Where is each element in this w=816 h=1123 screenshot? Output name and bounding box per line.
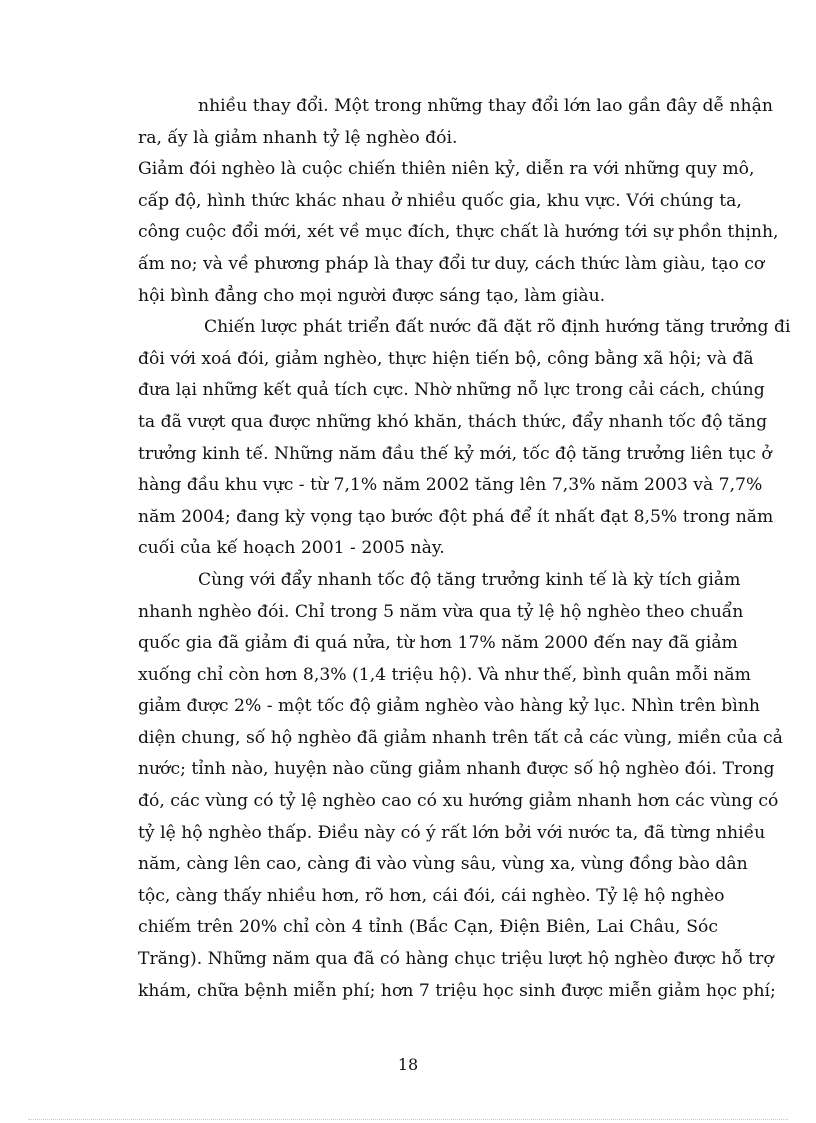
text-line: xuống chỉ còn hơn 8,3% (1,4 triệu hộ). Và như thế, bình quân mỗi năm xyxy=(138,664,751,685)
text-line: ra, ấy là giảm nhanh tỷ lệ nghèo đói. xyxy=(138,127,458,148)
text-line: đưa lại những kết quả tích cực. Nhờ những nỗ lực trong cải cách, chúng xyxy=(138,380,765,401)
text-line: tộc, càng thấy nhiều hơn, rõ hơn, cái đói, cái nghèo. Tỷ lệ hộ nghèo xyxy=(138,885,725,906)
text-line: khám, chữa bệnh miễn phí; hơn 7 triệu học sinh được miễn giảm học phí; xyxy=(138,980,776,1001)
page-number: 18 xyxy=(397,1055,419,1074)
text-line: đó, các vùng có tỷ lệ nghèo cao có xu hướng giảm nhanh hơn các vùng có xyxy=(138,791,779,812)
text-line: năm, càng lên cao, càng đi vào vùng sâu, vùng xa, vùng đồng bào dân xyxy=(138,854,748,875)
text-line: hội bình đẳng cho mọi người được sáng tạo, làm giàu. xyxy=(138,285,606,306)
text-line: Chiến lược phát triển đất nước đã đặt rõ định hướng tăng trưởng đi xyxy=(204,317,791,338)
text-line: nước; tỉnh nào, huyện nào cũng giảm nhanh được số hộ nghèo đói. Trong xyxy=(138,759,775,780)
text-line: nhiều thay đổi. Một trong những thay đổi lớn lao gần đây dễ nhận xyxy=(198,96,773,116)
text-line: diện chung, số hộ nghèo đã giảm nhanh trên tất cả các vùng, miền của cả xyxy=(138,727,783,748)
text-line: nhanh nghèo đói. Chỉ trong 5 năm vừa qua tỷ lệ hộ nghèo theo chuẩn xyxy=(138,601,744,622)
text-line: ta đã vượt qua được những khó khăn, thách thức, đẩy nhanh tốc độ tăng xyxy=(138,411,768,432)
text-line: giảm được 2% - một tốc độ giảm nghèo vào hàng kỷ lục. Nhìn trên bình xyxy=(138,696,760,717)
text-line: công cuộc đổi mới, xét về mục đích, thực chất là hướng tới sự phồn thịnh, xyxy=(138,222,779,243)
text-line: cuối của kế hoạch 2001 - 2005 này. xyxy=(138,538,445,559)
text-line: quốc gia đã giảm đi quá nửa, từ hơn 17% năm 2000 đến nay đã giảm xyxy=(138,633,738,654)
body-text xyxy=(138,91,791,1007)
text-line: chiếm trên 20% chỉ còn 4 tỉnh (Bắc Cạn, Điện Biên, Lai Châu, Sóc xyxy=(138,917,718,938)
text-line: trưởng kinh tế. Những năm đầu thế kỷ mới, tốc độ tăng trưởng liên tục ở xyxy=(138,443,772,464)
text-line: hàng đầu khu vực - từ 7,1% năm 2002 tăng lên 7,3% năm 2003 và 7,7% xyxy=(138,475,763,496)
text-line: Trăng). Những năm qua đã có hàng chục triệu lượt hộ nghèo được hỗ trợ xyxy=(138,949,774,970)
page-edge-divider xyxy=(28,1119,788,1120)
text-line: năm 2004; đang kỳ vọng tạo bước đột phá để ít nhất đạt 8,5% trong năm xyxy=(138,506,774,527)
text-line: Cùng với đẩy nhanh tốc độ tăng trưởng kinh tế là kỳ tích giảm xyxy=(198,569,741,590)
text-line: đôi với xoá đói, giảm nghèo, thực hiện tiến bộ, công bằng xã hội; và đã xyxy=(138,348,754,369)
text-line: Giảm đói nghèo là cuộc chiến thiên niên kỷ, diễn ra với những quy mô, xyxy=(138,159,755,180)
text-line: tỷ lệ hộ nghèo thấp. Điều này có ý rất lớn bởi với nước ta, đã từng nhiều xyxy=(138,822,766,843)
text-line: cấp độ, hình thức khác nhau ở nhiều quốc gia, khu vực. Với chúng ta, xyxy=(138,190,742,211)
text-line: ấm no; và về phương pháp là thay đổi tư duy, cách thức làm giàu, tạo cơ xyxy=(138,253,765,274)
